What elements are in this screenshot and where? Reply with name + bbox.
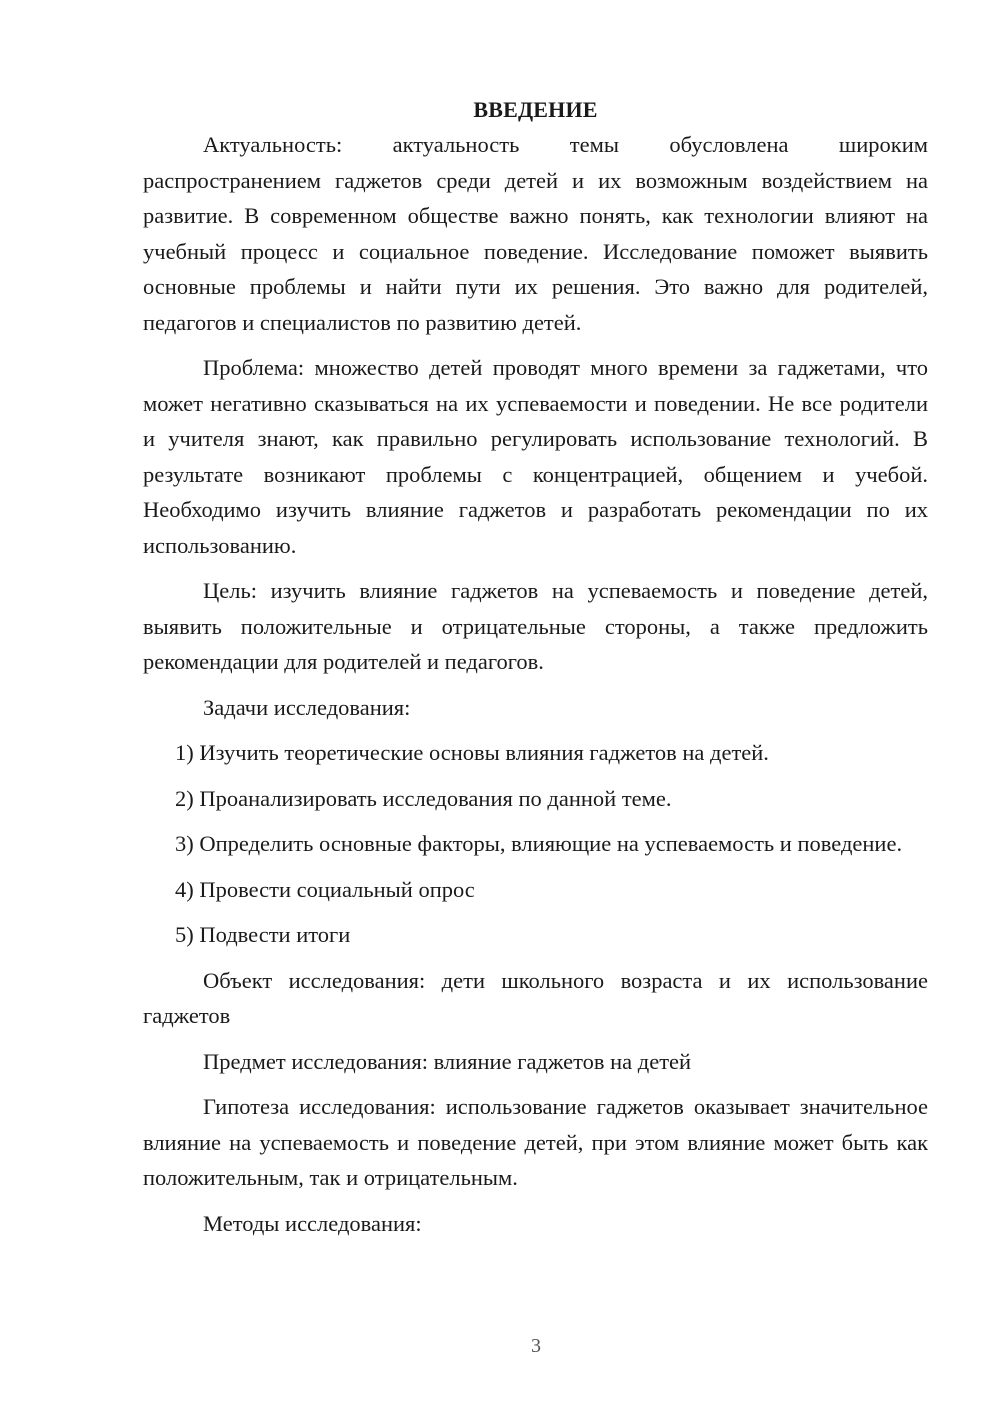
paragraph-tasks-heading: Задачи исследования: <box>203 694 411 720</box>
page-content <box>143 92 928 1251</box>
paragraph-methods: Методы исследования: <box>203 1210 422 1236</box>
page-title: ВВЕДЕНИЕ <box>473 97 598 122</box>
task-item-1: 1) Изучить теоретические основы влияния гаджетов на детей. <box>175 740 769 765</box>
task-item-3: 3) Определить основные факторы, влияющие на успеваемость и поведение. <box>175 831 903 856</box>
paragraph-object: Объект исследования: дети школьного возраста и их использование гаджетов <box>143 967 928 1028</box>
task-item-2: 2) Проанализировать исследования по данной теме. <box>175 785 672 811</box>
paragraph-subject: Предмет исследования: влияние гаджетов на детей <box>203 1048 692 1074</box>
task-item-4: 4) Провести социальный опрос <box>175 876 475 902</box>
paragraph-hypothesis: Гипотеза исследования: использование гаджетов оказывает значительное влияние на успеваемость и поведение детей, при этом влияние может быть как положительным, так и отрицательным. <box>143 1094 928 1190</box>
paragraph-relevance: Актуальность: актуальность темы обусловлена широким распространением гаджетов среди детей и их возможным воздействием на развитие. В современном обществе важно понять, как технологии влияют на учебный процесс и социальное поведение. Исследование поможет выявить основные проблемы и найти пути их решения. Это важно для родителей, педагогов и специалистов по развитию детей. <box>143 132 928 335</box>
page-number: 3 <box>531 1335 541 1357</box>
paragraph-problem: Проблема: множество детей проводят много времени за гаджетами, что может негативно сказываться на их успеваемости и поведении. Не все родители и учителя знают, как правильно регулировать использование технологий. В результате возникают проблемы с концентрацией, общением и учебой. Необходимо изучить влияние гаджетов и разработать рекомендации по их использованию. <box>143 355 928 558</box>
task-item-5: 5) Подвести итоги <box>175 922 351 947</box>
paragraph-goal: Цель: изучить влияние гаджетов на успеваемость и поведение детей, выявить положительные и отрицательные стороны, а также предложить рекомендации для родителей и педагогов. <box>143 578 928 674</box>
